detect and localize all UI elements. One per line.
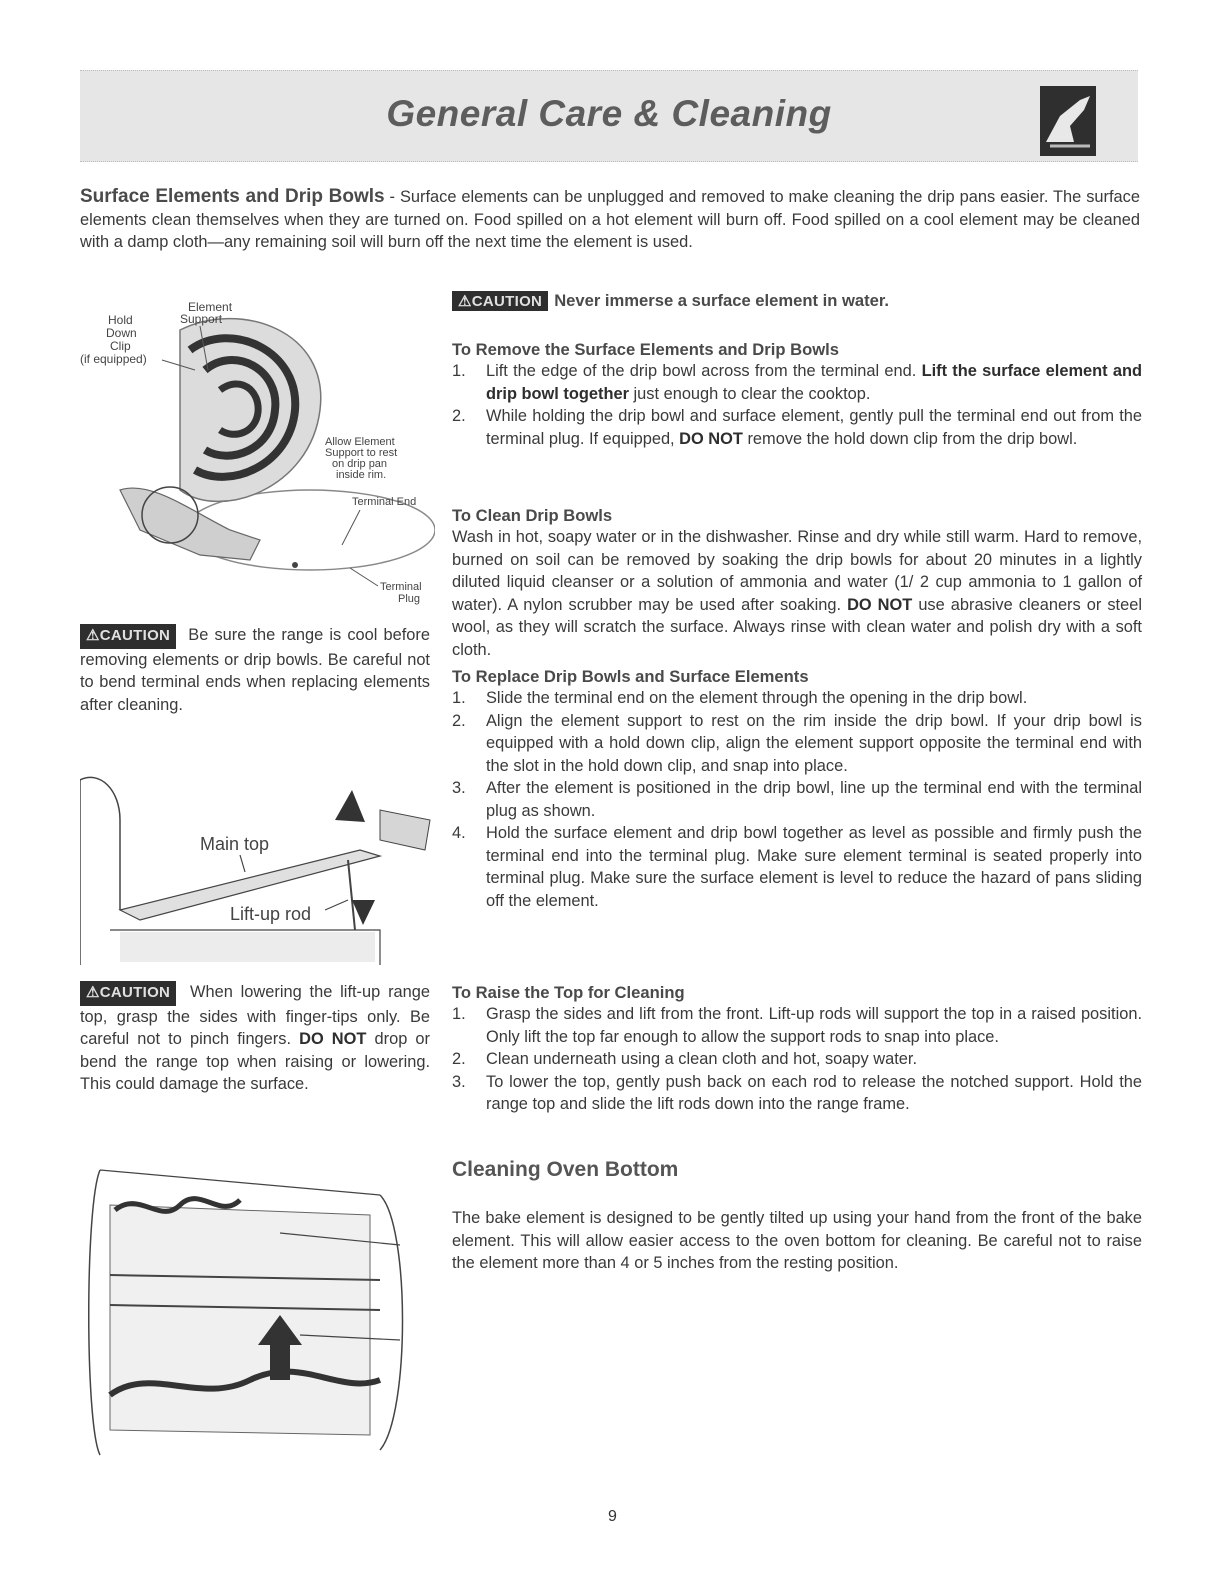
label-on-drip-pan: on drip pan	[332, 458, 388, 470]
label-down: Down	[106, 326, 137, 340]
remove-list	[452, 360, 1142, 450]
hand-cleaning-icon	[1040, 86, 1096, 156]
list-item: 3. To lower the top, gently push back on each rod to release the notched support. Hold the range top and slide the lift rods down into the range frame.	[452, 1072, 1142, 1113]
surface-element-figure	[80, 290, 435, 620]
clean-title: To Clean Drip Bowls	[452, 506, 613, 525]
remove-section	[452, 340, 1142, 450]
caution-immerse-text: Never immerse a surface element in water.	[554, 291, 890, 310]
label-plug: Plug	[398, 593, 421, 605]
header-band	[80, 70, 1138, 162]
oven-bottom-figure	[80, 1165, 420, 1465]
raise-section	[452, 983, 1142, 1116]
raise-title: To Raise the Top for Cleaning	[452, 983, 685, 1002]
caution-cool-range	[80, 624, 430, 716]
list-item: 1. Lift the edge of the drip bowl across from the terminal end. Lift the surface element and drip bowl together just enough to clear the cooktop.	[452, 362, 1142, 403]
label-main-top: Main top	[200, 834, 270, 854]
oven-text: The bake element is designed to be gently tilted up using your hand from the front of the bake element. This will allow easier access to the oven bottom for cleaning. Be careful not to raise the element more than 4 or 5 inches from the resting position.	[452, 1209, 1142, 1272]
label-lift-up-rod: Lift-up rod	[230, 904, 312, 924]
oven-title: Cleaning Oven Bottom	[452, 1158, 679, 1181]
intro-lead: Surface Elements and Drip Bowls	[80, 186, 385, 207]
label-if-equipped: (if equipped)	[80, 352, 147, 366]
label-element: Element	[188, 300, 233, 314]
label-inside-rim: inside rim.	[336, 469, 387, 481]
list-item: 4. Hold the surface element and drip bowl together as level as possible and firmly push the terminal end into the terminal plug. Make sure element terminal is seated properly into terminal plug. Make sure the surface element is level to reduce the hazard of pans sliding off the element.	[452, 824, 1142, 910]
label-terminal: Terminal	[380, 581, 422, 593]
list-item: 2. While holding the drip bowl and surface element, gently pull the terminal end out from the terminal plug. If equipped, DO NOT remove the hold down clip from the drip bowl.	[452, 407, 1142, 448]
list-item: 1. Slide the terminal end on the element through the opening in the drip bowl.	[452, 689, 1028, 707]
replace-list	[452, 687, 1142, 912]
caution-badge: ⚠CAUTION	[452, 291, 548, 311]
raise-list	[452, 1003, 1142, 1116]
label-terminal-end: Terminal End	[352, 496, 417, 508]
replace-section	[452, 667, 1142, 912]
clean-section	[452, 506, 1142, 661]
caution-immerse	[452, 291, 889, 311]
caution-lift-text-a: When lowering the lift-up range top, grasp the sides with finger-tips only. Be careful not to pinch fingers.	[80, 983, 430, 1048]
page-number: 9	[608, 1508, 617, 1525]
page-title: General Care & Cleaning	[386, 93, 832, 134]
caution-lift-top	[80, 981, 430, 1096]
caution-badge: ⚠CAUTION	[80, 624, 176, 649]
intro-paragraph	[80, 186, 1140, 254]
caution-badge: ⚠CAUTION	[80, 981, 176, 1006]
replace-title: To Replace Drip Bowls and Surface Elements	[452, 667, 809, 686]
label-clip: Clip	[110, 339, 131, 353]
label-support-rest: Support to rest	[325, 447, 398, 459]
lift-up-top-figure	[80, 760, 435, 970]
caution-cool-text: Be sure the range is cool before removing elements or drip bowls. Be careful not to bend terminal ends when replacing elements after cleaning.	[80, 626, 430, 714]
list-item: 3. After the element is positioned in the drip bowl, line up the terminal end with the terminal plug as shown.	[452, 779, 1142, 820]
list-item: 2. Align the element support to rest on the rim inside the drip bowl. If your drip bowl is equipped with a hold down clip, align the element support opposite the terminal end with the slot in the hold down clip, and snap into place.	[452, 711, 1142, 775]
label-support: Support	[180, 312, 223, 326]
list-item: 1. Grasp the sides and lift from the front. Lift-up rods will support the top in a raised position. Only lift the top far enough to allow the support rods to snap into place.	[452, 1005, 1142, 1046]
list-item: 2. Clean underneath using a clean cloth and hot, soapy water.	[452, 1050, 918, 1068]
caution-lift-bold: DO NOT	[299, 1030, 367, 1048]
clean-text: Wash in hot, soapy water or in the dishwasher. Rinse and dry while still warm. Hard to remove, burned on soil can be removed by soaking the drip bowls for about 20 minutes in a lightly diluted liquid cleanser or a solution of ammonia and water (1/ 2 cup ammonia to 1 gallon of water). A nylon scrubber may be used after soaking. DO NOT use abrasive cleaners or steel wool, as they will scratch the surface. Always rinse with clean water and polish dry with a soft cloth.	[452, 528, 1142, 659]
caution-lift-text-b: drop or bend the range top when raising or lowering. This could damage the surface.	[80, 1030, 430, 1093]
label-hold: Hold	[108, 313, 133, 327]
remove-title: To Remove the Surface Elements and Drip Bowls	[452, 340, 839, 359]
label-allow-element: Allow Element	[325, 436, 395, 448]
intro-text: - Surface elements can be unplugged and removed to make cleaning the drip pans easier. The surface elements clean themselves when they are turned on. Food spilled on a hot element will burn off. Food spilled on a cool element may be cleaned with a damp cloth—any remaining soil will burn off the next time the element is used.	[80, 188, 1140, 251]
